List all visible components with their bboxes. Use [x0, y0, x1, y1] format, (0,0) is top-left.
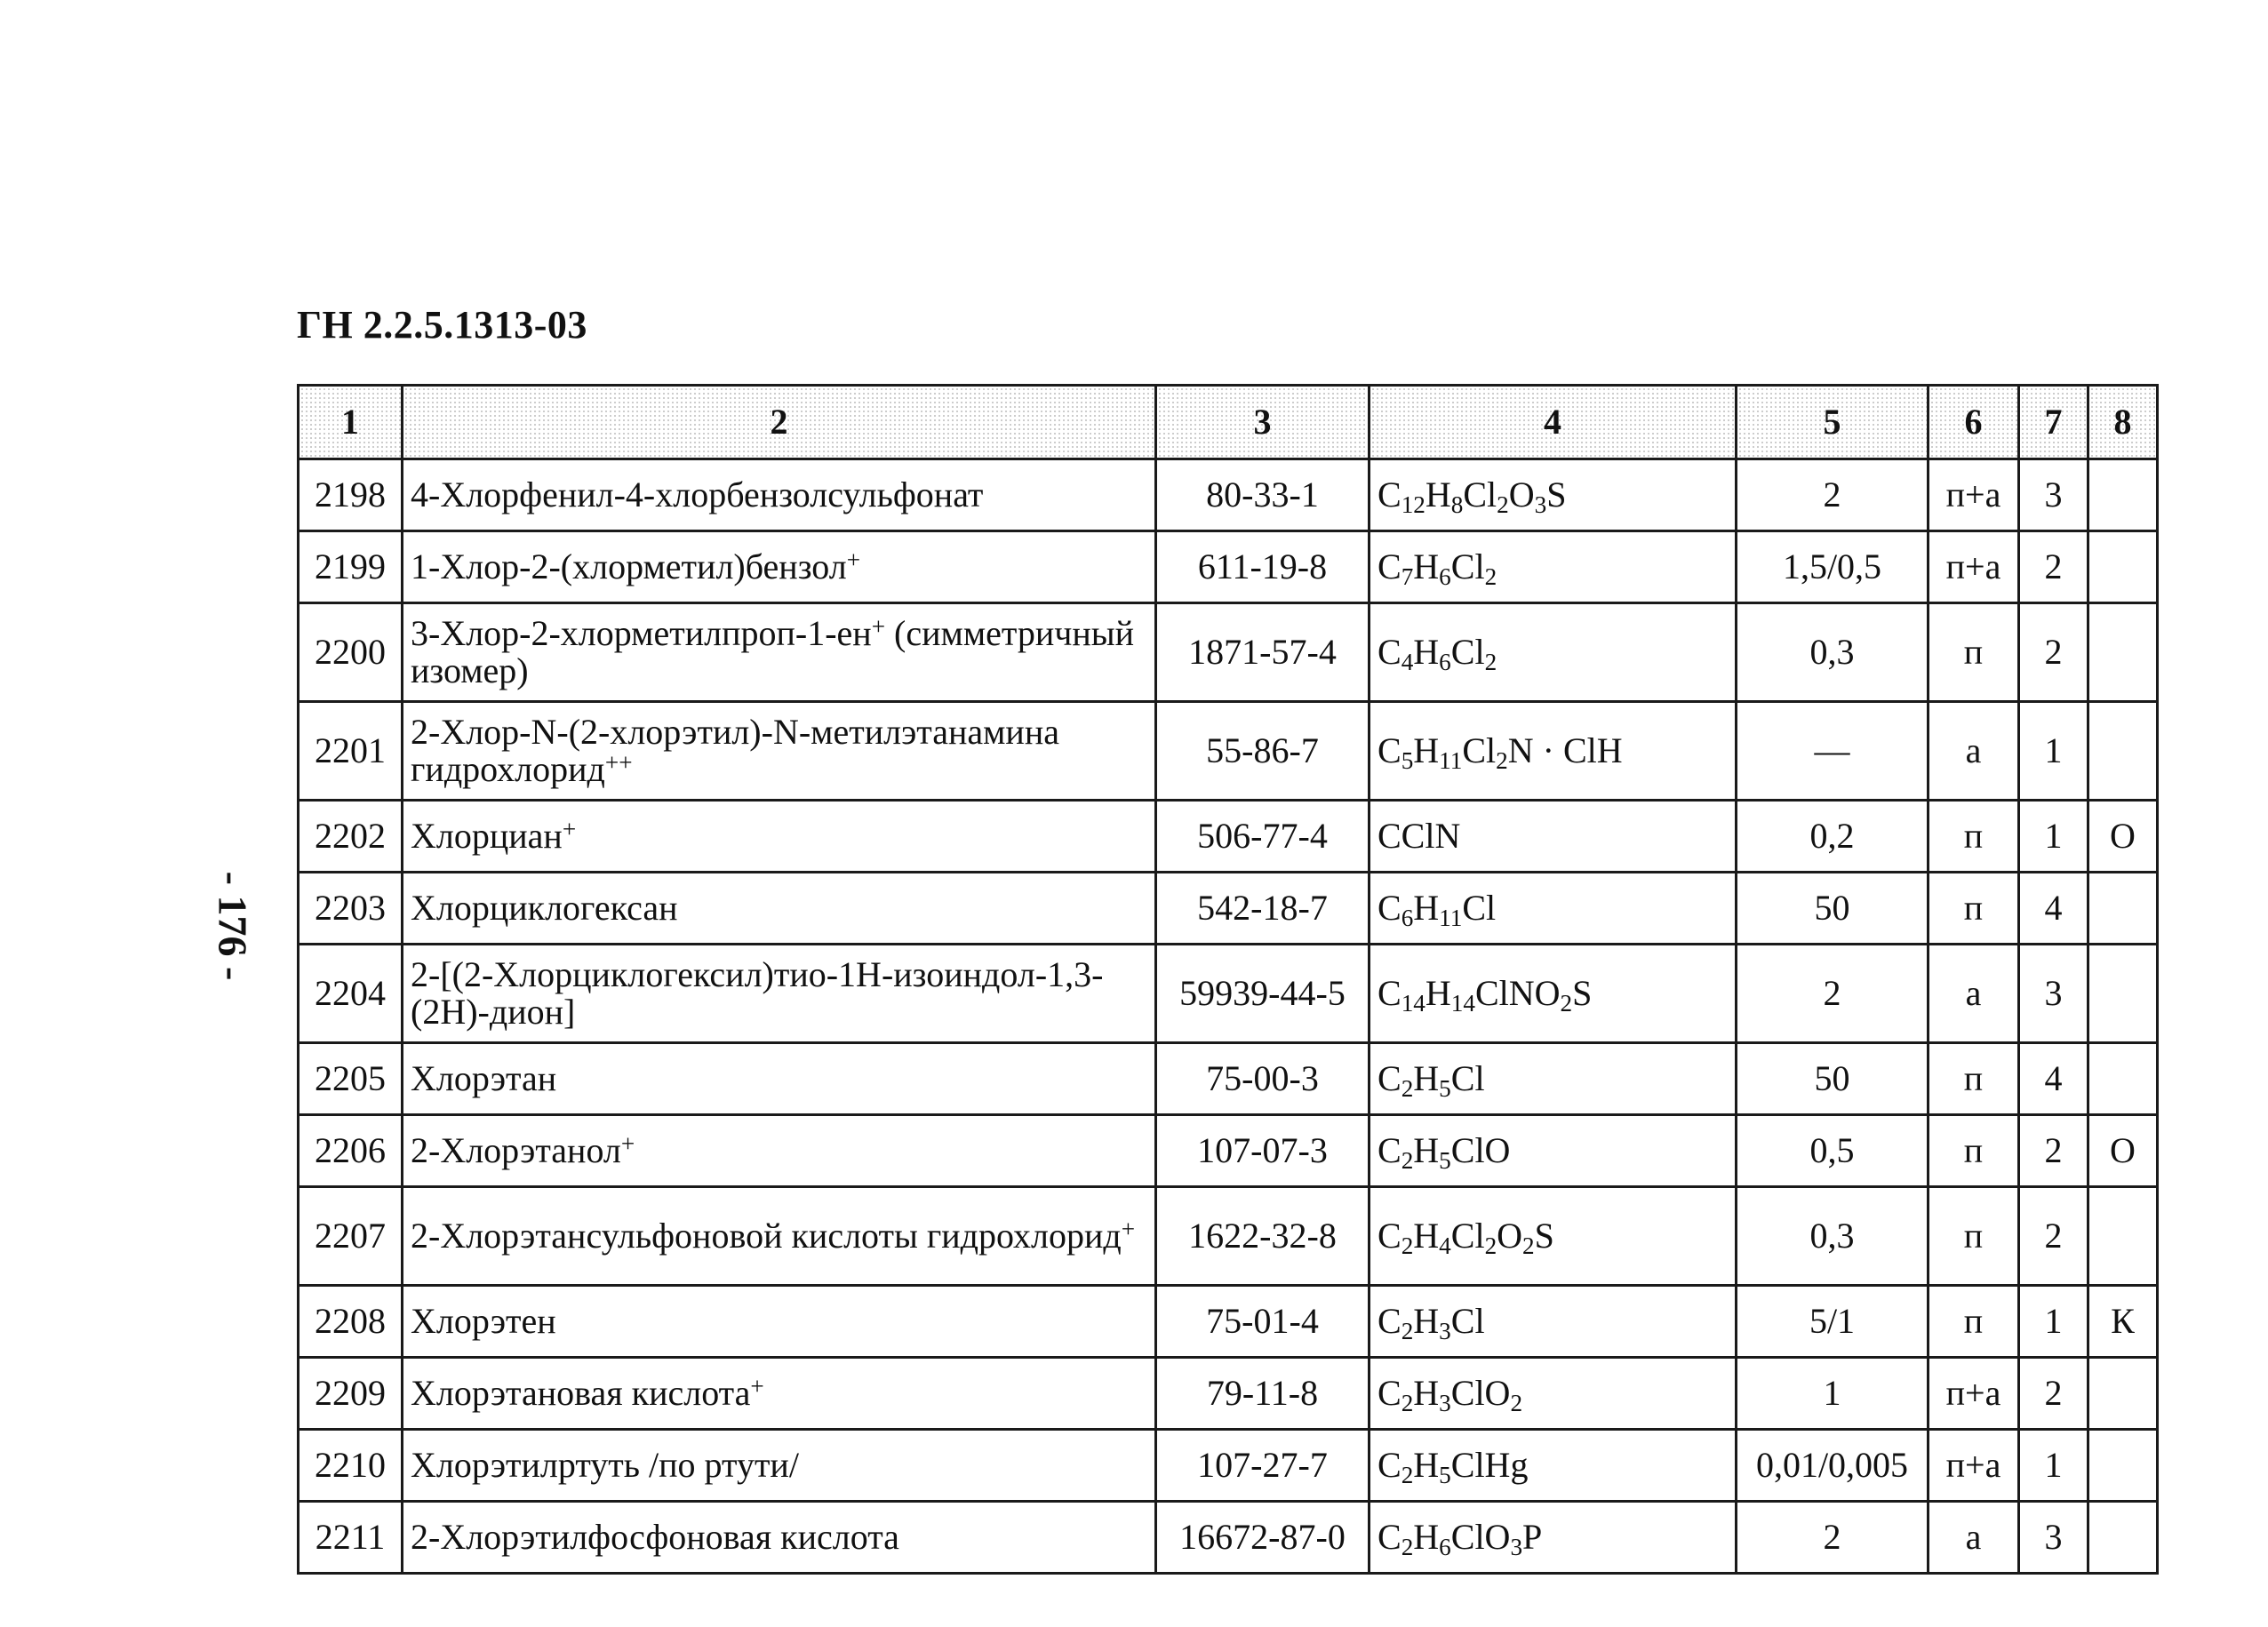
- table-row: [299, 1430, 2158, 1502]
- column-header-7: 7: [2019, 386, 2088, 459]
- chemical-formula: $C_6H_{11}Cl$: [1370, 873, 1737, 945]
- table-row: [299, 1043, 2158, 1115]
- row-number: 2210: [299, 1430, 403, 1502]
- aggregate-state: п: [1929, 603, 2019, 702]
- chemical-formula: $C_2H_5ClHg$: [1370, 1430, 1737, 1502]
- hazard-class: 2: [2019, 603, 2088, 702]
- row-number: 2204: [299, 945, 403, 1043]
- limit-value: 0,2: [1737, 801, 1929, 873]
- aggregate-state: п: [1929, 1115, 2019, 1187]
- action-feature: О: [2088, 1115, 2158, 1187]
- cas-number: 75-01-4: [1156, 1286, 1370, 1358]
- hazard-class: 2: [2019, 1358, 2088, 1430]
- chemical-formula: $C_2H_5Cl$: [1370, 1043, 1737, 1115]
- cas-number: 55-86-7: [1156, 702, 1370, 801]
- table-body: [299, 459, 2158, 1574]
- limit-value: 2: [1737, 1502, 1929, 1574]
- cas-number: 79-11-8: [1156, 1358, 1370, 1430]
- row-number: 2203: [299, 873, 403, 945]
- action-feature: [2088, 945, 2158, 1043]
- cas-number: 107-07-3: [1156, 1115, 1370, 1187]
- aggregate-state: п: [1929, 1043, 2019, 1115]
- cas-number: 1622-32-8: [1156, 1187, 1370, 1286]
- substances-table: [297, 384, 2159, 1575]
- action-feature: [2088, 873, 2158, 945]
- hazard-class: 1: [2019, 702, 2088, 801]
- table-row: [299, 1115, 2158, 1187]
- table-row: [299, 873, 2158, 945]
- action-feature: К: [2088, 1286, 2158, 1358]
- action-feature: [2088, 702, 2158, 801]
- chemical-formula: $C_2H_3Cl$: [1370, 1286, 1737, 1358]
- action-feature: О: [2088, 801, 2158, 873]
- limit-value: 2: [1737, 945, 1929, 1043]
- limit-value: 50: [1737, 1043, 1929, 1115]
- aggregate-state: а: [1929, 702, 2019, 801]
- table-row: [299, 801, 2158, 873]
- page-number: - 176 -: [210, 871, 256, 981]
- limit-value: 1: [1737, 1358, 1929, 1430]
- cas-number: 107-27-7: [1156, 1430, 1370, 1502]
- hazard-class: 1: [2019, 1286, 2088, 1358]
- substance-name: Хлорэтилртуть /по ртути/: [403, 1430, 1156, 1502]
- header-row: [299, 386, 2158, 459]
- limit-value: 0,3: [1737, 603, 1929, 702]
- row-number: 2199: [299, 531, 403, 603]
- substance-name: 3-Хлор-2-хлорметилпроп-1-ен+ (симметричный изомер): [403, 603, 1156, 702]
- column-header-6: 6: [1929, 386, 2019, 459]
- row-number: 2205: [299, 1043, 403, 1115]
- limit-value: 0,5: [1737, 1115, 1929, 1187]
- table-row: [299, 1286, 2158, 1358]
- table-row: [299, 702, 2158, 801]
- column-header-2: 2: [403, 386, 1156, 459]
- row-number: 2208: [299, 1286, 403, 1358]
- row-number: 2207: [299, 1187, 403, 1286]
- limit-value: 2: [1737, 459, 1929, 531]
- table-row: [299, 603, 2158, 702]
- hazard-class: 2: [2019, 1187, 2088, 1286]
- aggregate-state: п: [1929, 873, 2019, 945]
- substance-name: 4-Хлорфенил-4-хлорбензолсульфонат: [403, 459, 1156, 531]
- action-feature: [2088, 459, 2158, 531]
- hazard-class: 3: [2019, 1502, 2088, 1574]
- aggregate-state: п+а: [1929, 531, 2019, 603]
- cas-number: 75-00-3: [1156, 1043, 1370, 1115]
- table-row: [299, 1187, 2158, 1286]
- aggregate-state: п+а: [1929, 1430, 2019, 1502]
- limit-value: —: [1737, 702, 1929, 801]
- cas-number: 16672-87-0: [1156, 1502, 1370, 1574]
- cas-number: 59939-44-5: [1156, 945, 1370, 1043]
- limit-value: 5/1: [1737, 1286, 1929, 1358]
- limit-value: 50: [1737, 873, 1929, 945]
- chemical-formula: $C_2H_4Cl_2O_2S$: [1370, 1187, 1737, 1286]
- substance-name: 2-Хлор-N-(2-хлорэтил)-N-метилэтанамина гидрохлорид++: [403, 702, 1156, 801]
- column-header-3: 3: [1156, 386, 1370, 459]
- row-number: 2198: [299, 459, 403, 531]
- table-row: [299, 531, 2158, 603]
- aggregate-state: а: [1929, 945, 2019, 1043]
- row-number: 2200: [299, 603, 403, 702]
- cas-number: 611-19-8: [1156, 531, 1370, 603]
- substance-name: Хлорэтан: [403, 1043, 1156, 1115]
- column-header-8: 8: [2088, 386, 2158, 459]
- column-header-1: 1: [299, 386, 403, 459]
- row-number: 2211: [299, 1502, 403, 1574]
- substance-name: Хлорциклогексан: [403, 873, 1156, 945]
- hazard-class: 1: [2019, 801, 2088, 873]
- substance-name: Хлорэтен: [403, 1286, 1156, 1358]
- limit-value: 0,3: [1737, 1187, 1929, 1286]
- aggregate-state: п: [1929, 1187, 2019, 1286]
- hazard-class: 2: [2019, 1115, 2088, 1187]
- action-feature: [2088, 1502, 2158, 1574]
- row-number: 2206: [299, 1115, 403, 1187]
- substance-name: 1-Хлор-2-(хлорметил)бензол+: [403, 531, 1156, 603]
- hazard-class: 1: [2019, 1430, 2088, 1502]
- table-row: [299, 1502, 2158, 1574]
- cas-number: 1871-57-4: [1156, 603, 1370, 702]
- limit-value: 0,01/0,005: [1737, 1430, 1929, 1502]
- cas-number: 542-18-7: [1156, 873, 1370, 945]
- column-header-5: 5: [1737, 386, 1929, 459]
- chemical-formula: $C_{14}H_{14}ClNO_2S$: [1370, 945, 1737, 1043]
- substance-name: Хлорэтановая кислота+: [403, 1358, 1156, 1430]
- aggregate-state: п+а: [1929, 459, 2019, 531]
- aggregate-state: п: [1929, 801, 2019, 873]
- cas-number: 506-77-4: [1156, 801, 1370, 873]
- table-row: [299, 945, 2158, 1043]
- action-feature: [2088, 603, 2158, 702]
- column-header-4: 4: [1370, 386, 1737, 459]
- substance-name: 2-Хлорэтансульфоновой кислоты гидрохлорид+: [403, 1187, 1156, 1286]
- aggregate-state: п+а: [1929, 1358, 2019, 1430]
- row-number: 2201: [299, 702, 403, 801]
- chemical-formula: $C_4H_6Cl_2$: [1370, 603, 1737, 702]
- chemical-formula: CClN: [1370, 801, 1737, 873]
- action-feature: [2088, 1358, 2158, 1430]
- limit-value: 1,5/0,5: [1737, 531, 1929, 603]
- row-number: 2202: [299, 801, 403, 873]
- chemical-formula: $C_7H_6Cl_2$: [1370, 531, 1737, 603]
- table-row: [299, 1358, 2158, 1430]
- hazard-class: 2: [2019, 531, 2088, 603]
- hazard-class: 4: [2019, 873, 2088, 945]
- aggregate-state: п: [1929, 1286, 2019, 1358]
- substance-name: 2-Хлорэтанол+: [403, 1115, 1156, 1187]
- substance-name: 2-[(2-Хлорциклогексил)тио-1Н-изоиндол-1,3-(2Н)-дион]: [403, 945, 1156, 1043]
- aggregate-state: а: [1929, 1502, 2019, 1574]
- chemical-formula: $C_2H_6ClO_3P$: [1370, 1502, 1737, 1574]
- action-feature: [2088, 1187, 2158, 1286]
- hazard-class: 3: [2019, 459, 2088, 531]
- action-feature: [2088, 1043, 2158, 1115]
- chemical-formula: $C_2H_3ClO_2$: [1370, 1358, 1737, 1430]
- chemical-formula: $C_2H_5ClO$: [1370, 1115, 1737, 1187]
- action-feature: [2088, 1430, 2158, 1502]
- hazard-class: 4: [2019, 1043, 2088, 1115]
- chemical-formula: $C_5H_{11}Cl_2N$ · ClH: [1370, 702, 1737, 801]
- chemical-formula: $C_{12}H_8Cl_2O_3S$: [1370, 459, 1737, 531]
- row-number: 2209: [299, 1358, 403, 1430]
- document-code: ГН 2.2.5.1313-03: [297, 303, 587, 347]
- table-row: [299, 459, 2158, 531]
- substance-name: 2-Хлорэтилфосфоновая кислота: [403, 1502, 1156, 1574]
- action-feature: [2088, 531, 2158, 603]
- substance-name: Хлорциан+: [403, 801, 1156, 873]
- cas-number: 80-33-1: [1156, 459, 1370, 531]
- hazard-class: 3: [2019, 945, 2088, 1043]
